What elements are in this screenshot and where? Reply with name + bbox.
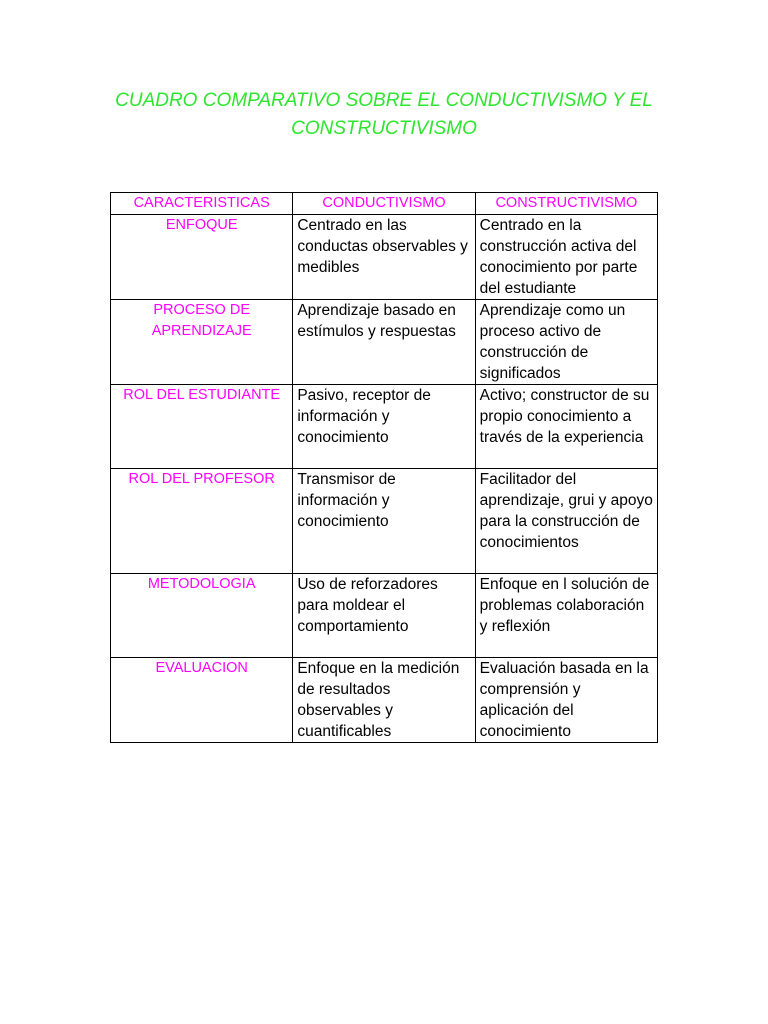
table-row — [111, 215, 658, 300]
header-constructivismo: CONSTRUCTIVISMO — [475, 193, 657, 215]
feature-cell: EVALUACION — [111, 658, 293, 743]
constructivismo-cell: Aprendizaje como un proceso activo de construcción de significados — [475, 300, 657, 385]
conductivismo-cell: Centrado en las conductas observables y medibles — [293, 215, 475, 300]
header-conductivismo: CONDUCTIVISMO — [293, 193, 475, 215]
conductivismo-cell: Enfoque en la medición de resultados observables y cuantificables — [293, 658, 475, 743]
document-title: CUADRO COMPARATIVO SOBRE EL CONDUCTIVISMO Y EL CONSTRUCTIVISMO — [115, 90, 653, 139]
table-row — [111, 469, 658, 574]
feature-cell: ROL DEL ESTUDIANTE — [111, 385, 293, 469]
table-header-row — [111, 193, 658, 215]
feature-cell: ENFOQUE — [111, 215, 293, 300]
conductivismo-cell: Transmisor de información y conocimiento — [293, 469, 475, 574]
conductivismo-cell: Aprendizaje basado en estímulos y respuestas — [293, 300, 475, 385]
feature-cell: ROL DEL PROFESOR — [111, 469, 293, 574]
comparison-table — [110, 192, 658, 743]
constructivismo-cell: Enfoque en l solución de problemas colaboración y reflexión — [475, 574, 657, 658]
table-row — [111, 385, 658, 469]
feature-cell: METODOLOGIA — [111, 574, 293, 658]
constructivismo-cell: Centrado en la construcción activa del conocimiento por parte del estudiante — [475, 215, 657, 300]
header-caracteristicas: CARACTERISTICAS — [111, 193, 293, 215]
constructivismo-cell: Activo; constructor de su propio conocimiento a través de la experiencia — [475, 385, 657, 469]
feature-cell: PROCESO DE APRENDIZAJE — [111, 300, 293, 385]
table-row — [111, 574, 658, 658]
table-row — [111, 658, 658, 743]
constructivismo-cell: Facilitador del aprendizaje, grui y apoyo para la construcción de conocimientos — [475, 469, 657, 574]
conductivismo-cell: Pasivo, receptor de información y conocimiento — [293, 385, 475, 469]
table-row — [111, 300, 658, 385]
constructivismo-cell: Evaluación basada en la comprensión y aplicación del conocimiento — [475, 658, 657, 743]
conductivismo-cell: Uso de reforzadores para moldear el comportamiento — [293, 574, 475, 658]
